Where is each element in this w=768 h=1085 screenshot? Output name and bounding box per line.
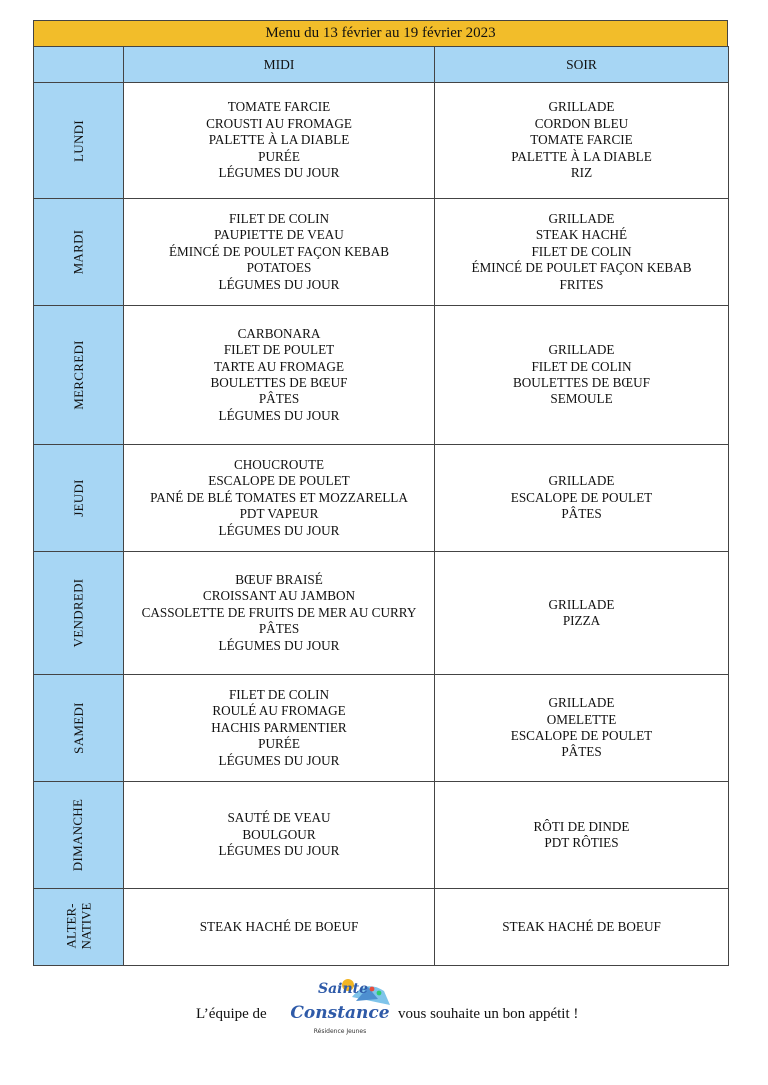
midi-header: MIDI <box>124 47 435 83</box>
soir-cell <box>435 675 729 782</box>
midi-cell <box>124 552 435 675</box>
midi-cell <box>124 199 435 306</box>
day-label-cell <box>34 675 124 782</box>
dish-item: GRILLADE <box>548 99 615 115</box>
day-label-cell <box>34 199 124 306</box>
dish-item: CARBONARA <box>237 325 321 341</box>
dish-item: LÉGUMES DU JOUR <box>218 637 340 653</box>
dish-item: LÉGUMES DU JOUR <box>218 843 340 859</box>
day-row <box>34 199 729 306</box>
alternative-midi: STEAK HACHÉ DE BOEUF <box>124 889 435 966</box>
dish-item: CROISSANT AU JAMBON <box>202 588 356 604</box>
dish-item: PDT RÔTIES <box>544 835 619 850</box>
logo-line3: Résidence Jeunes <box>313 1028 367 1035</box>
dish-item: TARTE AU FROMAGE <box>213 358 345 374</box>
day-label-cell <box>34 306 124 445</box>
dish-item: ÉMINCÉ DE POULET FAÇON KEBAB <box>168 243 390 259</box>
day-label: MERCREDI <box>70 340 86 410</box>
header-row <box>34 47 729 83</box>
day-label: MARDI <box>70 229 86 275</box>
dish-item: OMELETTE <box>546 711 617 727</box>
dish-item: PÂTES <box>258 391 300 407</box>
dish-item: PURÉE <box>258 736 300 752</box>
dish-item: LÉGUMES DU JOUR <box>218 522 340 538</box>
dish-item: TOMATE FARCIE <box>227 99 331 115</box>
soir-cell <box>435 445 729 552</box>
dish-item: LÉGUMES DU JOUR <box>218 165 340 181</box>
day-label: DIMANCHE <box>70 798 86 872</box>
day-row <box>34 552 729 675</box>
corner-cell <box>34 47 124 83</box>
footer-right-text: vous souhaite un bon appétit ! <box>398 1006 579 1022</box>
midi-cell <box>124 306 435 445</box>
soir-cell <box>435 199 729 306</box>
dish-item: STEAK HACHÉ <box>535 227 628 243</box>
dish-item: ÉMINCÉ DE POULET FAÇON KEBAB <box>471 260 692 276</box>
soir-cell <box>435 782 729 889</box>
day-label: VENDREDI <box>70 578 86 648</box>
dish-item: SEMOULE <box>550 391 613 407</box>
alternative-soir: STEAK HACHÉ DE BOEUF <box>435 889 729 966</box>
dish-item: PALETTE À LA DIABLE <box>208 132 350 148</box>
dish-item: POTATOES <box>246 260 312 276</box>
dish-item: GRILLADE <box>548 342 615 358</box>
dish-item: CHOUCROUTE <box>233 456 325 472</box>
dish-item: RÔTI DE DINDE <box>533 818 630 834</box>
dish-item: CASSOLETTE DE FRUITS DE MER AU CURRY <box>141 604 417 620</box>
day-label: JEUDI <box>70 479 86 517</box>
day-label-cell <box>34 782 124 889</box>
dish-item: FILET DE COLIN <box>228 210 330 226</box>
midi-cell <box>124 83 435 199</box>
dish-item: SAUTÉ DE VEAU <box>227 810 331 826</box>
dish-item: GRILLADE <box>548 596 615 612</box>
day-row <box>34 306 729 445</box>
dish-item: LÉGUMES DU JOUR <box>218 276 340 292</box>
dish-item: LÉGUMES DU JOUR <box>218 752 340 768</box>
day-row <box>34 83 729 199</box>
dish-item: HACHIS PARMENTIER <box>211 719 347 735</box>
soir-cell <box>435 552 729 675</box>
day-row <box>34 445 729 552</box>
dish-item: RIZ <box>570 165 593 181</box>
midi-cell <box>124 782 435 889</box>
dish-item: PDT VAPEUR <box>239 506 319 522</box>
soir-header: SOIR <box>435 47 729 83</box>
menu-table <box>33 46 729 966</box>
soir-cell <box>435 306 729 445</box>
logo-line1: Sainte <box>317 981 369 997</box>
dish-item: BOULETTES DE BŒUF <box>512 375 650 390</box>
dish-item: TOMATE FARCIE <box>530 132 633 148</box>
day-label-cell <box>34 83 124 199</box>
soir-cell <box>435 83 729 199</box>
midi-cell <box>124 445 435 552</box>
dish-item: CROUSTI AU FROMAGE <box>206 115 352 131</box>
logo-line2: Constance <box>290 1003 390 1023</box>
day-label: SAMEDI <box>70 702 86 754</box>
dish-item: LÉGUMES DU JOUR <box>218 407 340 423</box>
dish-item: FILET DE COLIN <box>531 358 632 374</box>
dish-item: PÂTES <box>258 621 300 637</box>
dish-item: PIZZA <box>562 613 601 628</box>
dish-item: FILET DE POULET <box>223 342 335 358</box>
dish-item: PURÉE <box>258 148 300 164</box>
dish-item: PANÉ DE BLÉ TOMATES ET MOZZARELLA <box>150 489 408 505</box>
dish-item: PALETTE À LA DIABLE <box>511 148 652 164</box>
dish-item: ESCALOPE DE POULET <box>510 728 653 743</box>
dish-item: ESCALOPE DE POULET <box>208 473 350 489</box>
dish-item: FILET DE COLIN <box>228 686 330 702</box>
dish-item: BOULETTES DE BŒUF <box>210 375 348 390</box>
alternative-label-line2: NATIVE <box>78 902 94 950</box>
dish-item: BŒUF BRAISÉ <box>235 571 323 587</box>
dish-item: PÂTES <box>561 744 602 760</box>
menu-title: Menu du 13 février au 19 février 2023 <box>33 20 728 46</box>
menu-sheet <box>33 20 728 966</box>
midi-cell <box>124 675 435 782</box>
alternative-label <box>64 903 94 950</box>
day-rows <box>34 83 729 889</box>
dish-item: ROULÉ AU FROMAGE <box>212 703 346 719</box>
day-row <box>34 675 729 782</box>
dish-item: ESCALOPE DE POULET <box>510 489 653 505</box>
day-label-cell <box>34 445 124 552</box>
day-label-cell <box>34 552 124 675</box>
dish-item: GRILLADE <box>548 695 615 711</box>
day-label: LUNDI <box>70 119 86 162</box>
footer-left-text: L’équipe de <box>196 1006 267 1022</box>
alternative-row <box>34 889 729 966</box>
dish-item: BOULGOUR <box>242 826 316 842</box>
dish-item: FILET DE COLIN <box>531 243 632 259</box>
dish-item: GRILLADE <box>548 210 615 226</box>
dish-item: CORDON BLEU <box>534 115 629 131</box>
alternative-label-cell <box>34 889 124 966</box>
dish-item: PÂTES <box>561 506 602 522</box>
day-row <box>34 782 729 889</box>
dish-item: GRILLADE <box>548 473 615 489</box>
footer <box>0 975 768 1045</box>
dish-item: FRITES <box>559 276 604 292</box>
alternative-label-line1: ALTER- <box>63 903 79 949</box>
dish-item: PAUPIETTE DE VEAU <box>214 227 344 243</box>
sainte-constance-logo <box>282 975 394 1037</box>
